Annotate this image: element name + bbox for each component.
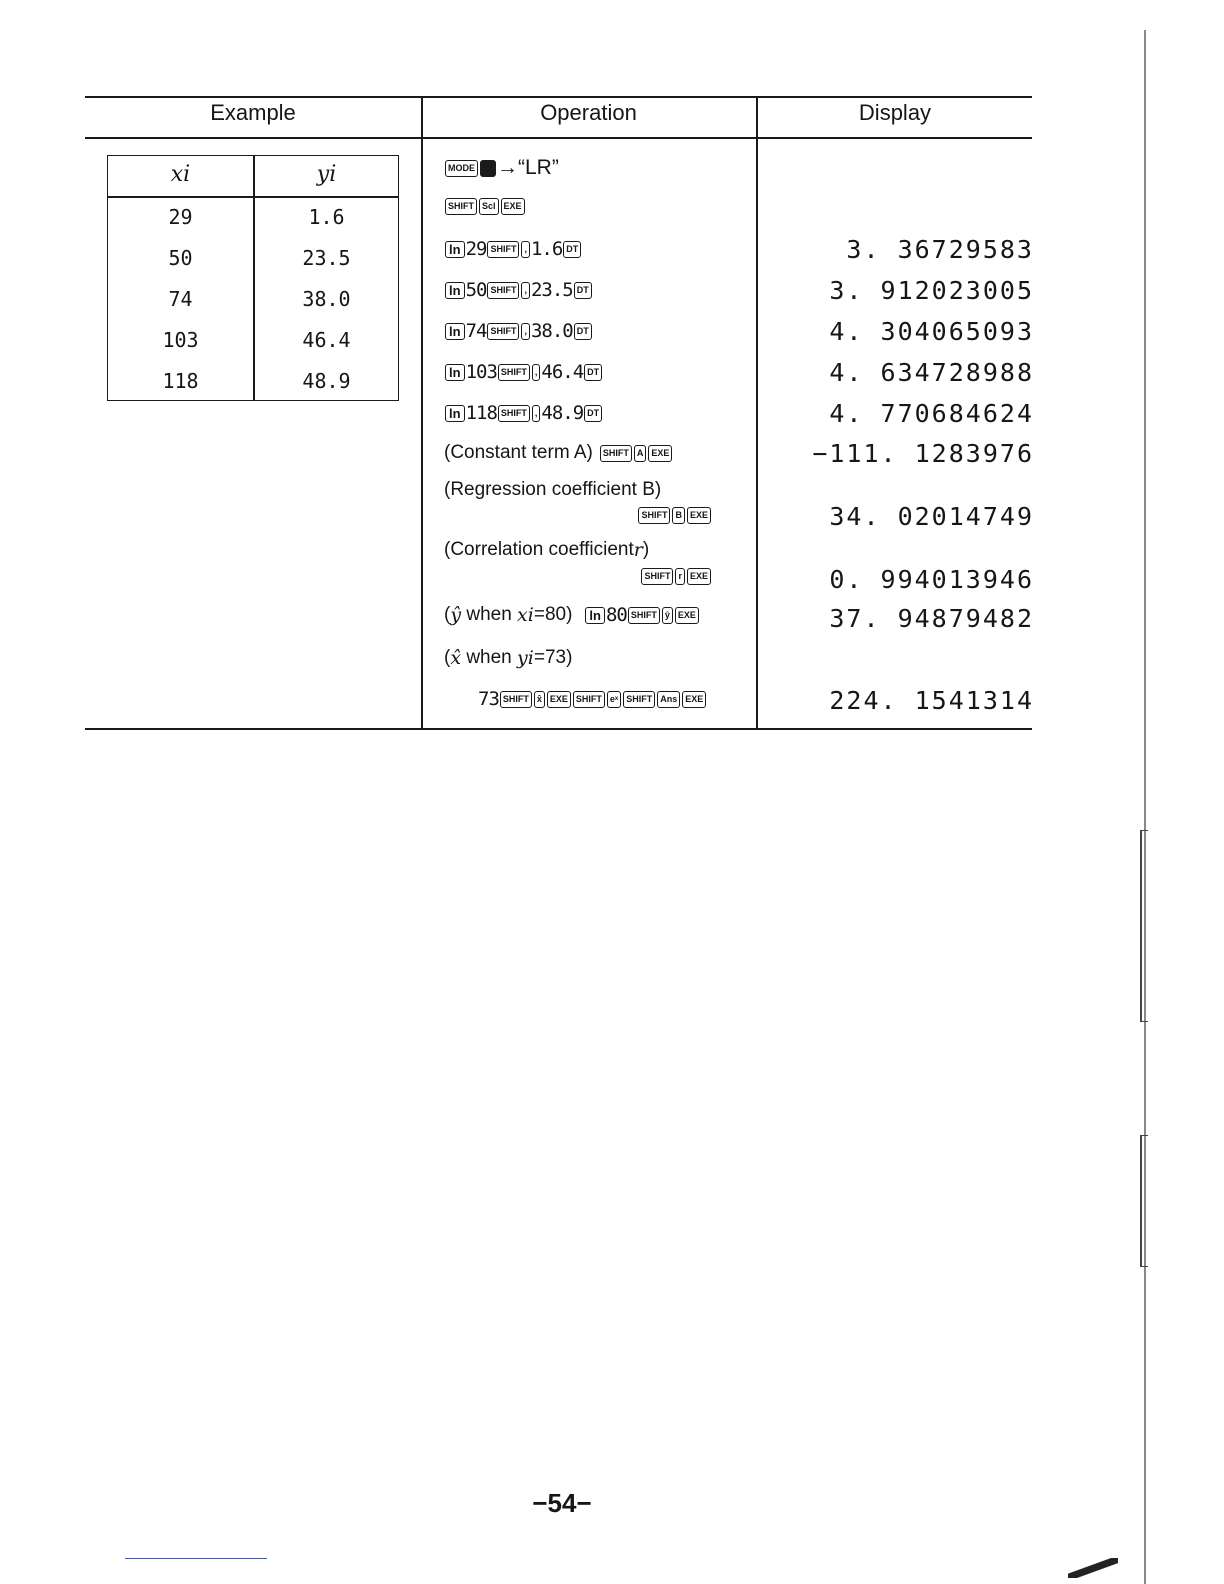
- display-value: 0. 994013946: [829, 565, 1034, 594]
- op-regression-keys: [637, 507, 712, 524]
- shift-key: SHIFT: [573, 691, 605, 708]
- table-cell-x: 103: [162, 328, 199, 352]
- table-col-divider: [253, 156, 255, 400]
- correlation-label-post: ): [642, 539, 650, 560]
- display-value: 224. 1541314: [829, 686, 1034, 715]
- display-value: −111. 1283976: [812, 439, 1034, 468]
- b-key: B: [672, 507, 685, 524]
- op-y-value: 23.5: [530, 279, 573, 301]
- yhat-label-post: =80): [533, 604, 573, 625]
- shift-key: SHIFT: [500, 691, 532, 708]
- op-data-line: [444, 279, 593, 301]
- top-rule: [85, 96, 1032, 98]
- dt-key: DT: [584, 405, 602, 422]
- table-cell-x: 118: [162, 369, 199, 393]
- shift-key: SHIFT: [498, 405, 530, 422]
- col-divider-2: [756, 96, 758, 730]
- comma-key: ,: [521, 241, 530, 258]
- shift-key: SHIFT: [628, 607, 660, 624]
- xhat-label-pre: (: [444, 647, 451, 668]
- op-x-value: 118: [465, 402, 497, 424]
- op-x-value: 74: [465, 320, 487, 342]
- page-edge-mark: [1140, 1135, 1148, 1267]
- shift-key: SHIFT: [487, 241, 519, 258]
- display-value: 34. 02014749: [829, 502, 1034, 531]
- ln-key: ln: [445, 323, 465, 340]
- shift-key: SHIFT: [445, 198, 477, 215]
- page-edge-mark: [1140, 830, 1148, 1022]
- correlation-var: r: [633, 539, 643, 561]
- shift-key: SHIFT: [487, 323, 519, 340]
- op-y-value: 48.9: [541, 402, 584, 424]
- ln-key: ln: [445, 241, 465, 258]
- op-x-value: 29: [465, 238, 487, 260]
- shift-key: SHIFT: [487, 282, 519, 299]
- display-value: 3. 36729583: [846, 235, 1034, 264]
- exe-key: EXE: [648, 445, 672, 462]
- op-regression-label: [444, 479, 661, 501]
- col-header-yi: yi: [316, 162, 337, 187]
- table-cell-y: 46.4: [302, 328, 351, 352]
- col-divider-1: [421, 96, 423, 730]
- op-correlation-keys: [640, 568, 712, 585]
- op-yhat-line: [444, 604, 700, 626]
- op-y-value: 1.6: [530, 238, 563, 260]
- op-xhat-keys: [478, 688, 707, 710]
- exe-key: EXE: [682, 691, 706, 708]
- table-header-divider: [108, 196, 398, 198]
- blue-rule: [125, 1558, 267, 1559]
- a-key: A: [634, 445, 647, 462]
- ans-key: Ans: [657, 691, 680, 708]
- op-constant-line: [444, 442, 673, 464]
- yhat-var: xi: [517, 604, 534, 626]
- op-y-value: 38.0: [530, 320, 573, 342]
- exe-key: EXE: [501, 198, 525, 215]
- display-value: 3. 912023005: [829, 276, 1034, 305]
- op-correlation-label: [444, 539, 649, 561]
- ln-key: ln: [445, 282, 465, 299]
- op-clear-line: [444, 198, 526, 215]
- shift-key: SHIFT: [600, 445, 632, 462]
- exe-key: EXE: [687, 568, 711, 585]
- regression-label: (Regression coefficient B): [444, 479, 662, 500]
- corner-mark: [1068, 1558, 1118, 1578]
- comma-key: ,: [521, 323, 530, 340]
- comma-key: ,: [532, 364, 541, 381]
- header-rule: [85, 137, 1032, 139]
- xhat-label-mid: when: [461, 647, 518, 668]
- op-data-line: [444, 320, 593, 342]
- table-cell-y: 1.6: [308, 205, 345, 229]
- shift-key: SHIFT: [498, 364, 530, 381]
- yhat-label-mid: when: [461, 604, 518, 625]
- comma-key: ,: [532, 405, 541, 422]
- exe-key: EXE: [675, 607, 699, 624]
- op-x-value: 103: [465, 361, 497, 383]
- dt-key: DT: [574, 323, 592, 340]
- slash-key-icon: [480, 160, 496, 177]
- op-mode-line: [444, 156, 559, 180]
- table-cell-x: 29: [168, 205, 193, 229]
- col-header-xi: xi: [170, 162, 191, 187]
- header-display: Display: [858, 100, 932, 125]
- exe-key: EXE: [547, 691, 571, 708]
- table-cell-y: 23.5: [302, 246, 351, 270]
- exe-key: EXE: [687, 507, 711, 524]
- xhat-key: x̂: [534, 691, 545, 708]
- table-cell-x: 50: [168, 246, 193, 270]
- example-table: [107, 155, 399, 401]
- xhat-symbol: x̂: [450, 647, 462, 669]
- ex-key: eˣ: [607, 691, 621, 708]
- op-data-line: [444, 238, 582, 260]
- shift-key: SHIFT: [641, 568, 673, 585]
- constant-label: (Constant term A): [444, 442, 593, 463]
- scl-key: Scl: [479, 198, 499, 215]
- xhat-label-post: =73): [533, 647, 573, 668]
- ln-key: ln: [585, 607, 605, 624]
- shift-key: SHIFT: [623, 691, 655, 708]
- yhat-input: 80: [605, 604, 627, 626]
- mode-key: MODE: [445, 160, 478, 177]
- dt-key: DT: [574, 282, 592, 299]
- dt-key: DT: [563, 241, 581, 258]
- table-cell-y: 48.9: [302, 369, 351, 393]
- header-operation: Operation: [540, 100, 637, 125]
- r-key: r: [675, 568, 685, 585]
- page-number: −54−: [532, 1488, 592, 1518]
- table-cell-x: 74: [168, 287, 193, 311]
- page-edge: [1144, 30, 1146, 1584]
- xhat-input: 73: [478, 688, 499, 710]
- display-value: 37. 94879482: [829, 604, 1034, 633]
- mode-target: →“LR”: [497, 156, 559, 179]
- shift-key: SHIFT: [638, 507, 670, 524]
- op-y-value: 46.4: [541, 361, 584, 383]
- op-x-value: 50: [465, 279, 487, 301]
- table-cell-y: 38.0: [302, 287, 351, 311]
- display-value: 4. 304065093: [829, 317, 1034, 346]
- xhat-var: yi: [517, 647, 534, 669]
- yhat-label-pre: (: [444, 604, 451, 625]
- ln-key: ln: [445, 405, 465, 422]
- yhat-symbol: ŷ: [450, 604, 462, 626]
- header-example: Example: [210, 100, 296, 125]
- correlation-label-pre: (Correlation coefficient: [444, 539, 634, 560]
- op-xhat-label: [444, 647, 572, 669]
- ln-key: ln: [445, 364, 465, 381]
- dt-key: DT: [584, 364, 602, 381]
- bottom-rule: [85, 728, 1032, 730]
- display-value: 4. 770684624: [829, 399, 1034, 428]
- comma-key: ,: [521, 282, 530, 299]
- display-value: 4. 634728988: [829, 358, 1034, 387]
- op-data-line: [444, 402, 603, 424]
- yhat-key: ŷ: [662, 607, 673, 624]
- op-data-line: [444, 361, 603, 383]
